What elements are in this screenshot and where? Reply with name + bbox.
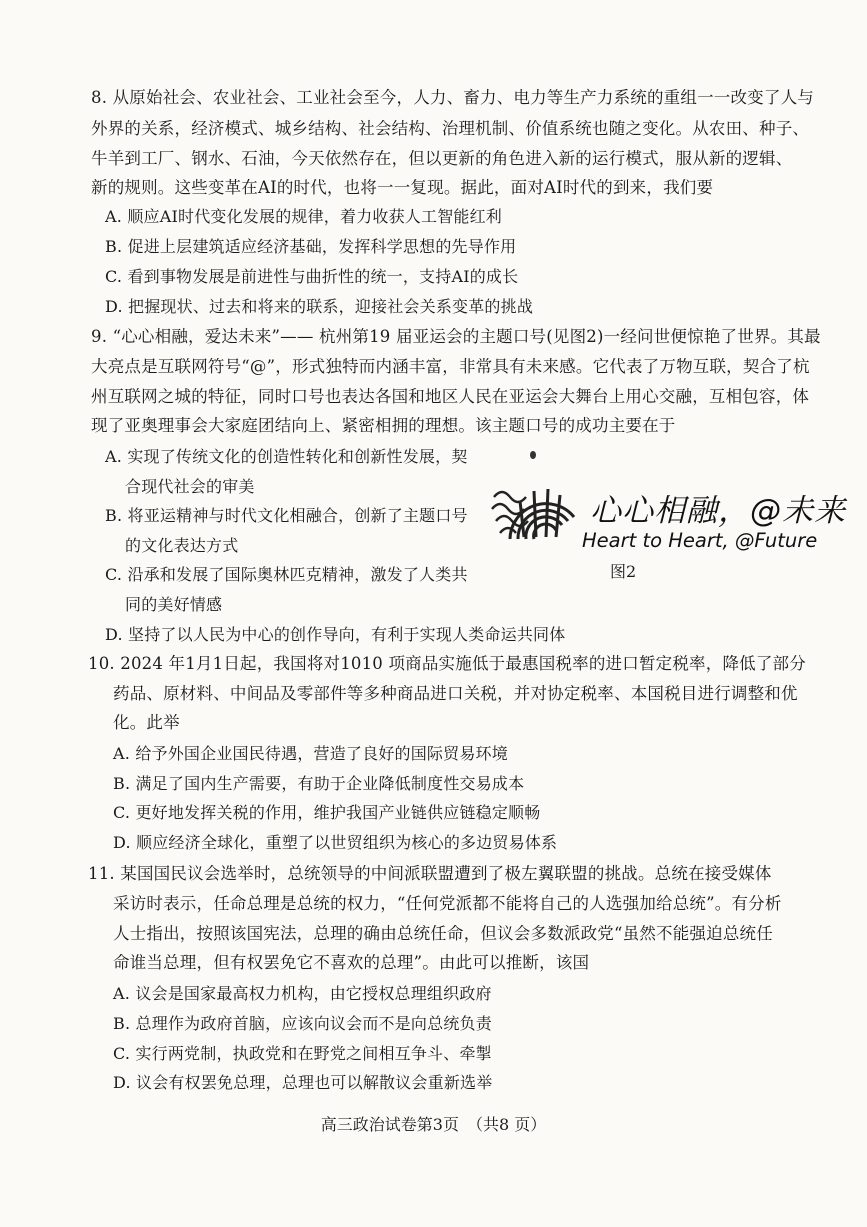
- print-mark: [530, 451, 536, 459]
- q9-option-c-cont: 同的美好情感: [125, 595, 223, 614]
- asian-games-emblem-icon: [490, 477, 580, 547]
- q8-stem-line-4: 新的规则。这些变革在AI的时代，也将一一复现。据此，面对AI时代的到来，我们要: [91, 178, 714, 197]
- q11-stem-line-1: 11. 某国国民议会选举时，总统领导的中间派联盟遭到了极左翼联盟的挑战。总统在接受媒体: [88, 864, 772, 883]
- q8-option-d[interactable]: D. 把握现状、过去和将来的联系，迎接社会关系变革的挑战: [105, 297, 534, 316]
- q9-option-b[interactable]: B. 将亚运精神与时代文化相融合，创新了主题口号: [105, 506, 468, 525]
- q8-stem-line-3: 牛羊到工厂、钢水、石油，今天依然存在，但以更新的角色进入新的运行模式，服从新的逻辑、: [91, 149, 793, 168]
- q8-stem-line-2: 外界的关系，经济模式、城乡结构、社会结构、治理机制、价值系统也随之变化。从农田、种子、: [91, 119, 810, 138]
- q11-option-d[interactable]: D. 议会有权罢免总理，总理也可以解散议会重新选举: [113, 1073, 493, 1092]
- q10-option-c[interactable]: C. 更好地发挥关税的作用，维护我国产业链供应链稳定顺畅: [113, 803, 541, 822]
- q8-stem-line-1: 8. 从原始社会、农业社会、工业社会至今，人力、畜力、电力等生产力系统的重组一一改变了人与: [91, 88, 814, 107]
- page-footer: 高三政治试卷第3页 （共8 页）: [320, 1115, 547, 1134]
- q10-option-d[interactable]: D. 顺应经济全球化，重塑了以世贸组织为核心的多边贸易体系: [113, 833, 558, 852]
- q9-option-b-cont: 的文化表达方式: [125, 536, 239, 555]
- q9-option-d[interactable]: D. 坚持了以人民为中心的创作导向，有利于实现人类命运共同体: [105, 625, 566, 644]
- q10-stem-line-3: 化。此举: [113, 713, 180, 732]
- q11-option-c[interactable]: C. 实行两党制，执政党和在野党之间相互争斗、牵掣: [113, 1044, 492, 1063]
- q9-stem-line-4: 现了亚奥理事会大家庭团结向上、紧密相拥的理想。该主题口号的成功主要在于: [91, 416, 676, 435]
- q10-option-b[interactable]: B. 满足了国内生产需要，有助于企业降低制度性交易成本: [113, 774, 525, 793]
- q11-option-a[interactable]: A. 议会是国家最高权力机构，由它授权总理组织政府: [113, 984, 492, 1003]
- q8-option-c[interactable]: C. 看到事物发展是前进性与曲折性的统一，支持AI的成长: [105, 267, 519, 286]
- q10-stem-line-1: 10. 2024 年1月1日起，我国将对1010 项商品实施低于最惠国税率的进口暂定税率，降低了部分: [88, 654, 806, 673]
- q11-stem-line-4: 命谁当总理，但有权罢免它不喜欢的总理”。由此可以推断，该国: [113, 953, 590, 972]
- q8-option-a[interactable]: A. 顺应AI时代变化发展的规律，着力收获人工智能红利: [105, 207, 503, 226]
- slogan-chinese: 心心相融，@未来: [590, 493, 846, 529]
- q11-stem-line-3: 人士指出，按照该国宪法，总理的确由总统任命，但议会多数派政党“虽然不能强迫总统任: [113, 924, 773, 943]
- q9-stem-line-3: 州互联网之城的特征，同时口号也表达各国和地区人民在亚运会大舞台上用心交融，互相包容，体: [91, 387, 810, 406]
- figure-2: [490, 447, 846, 587]
- q9-stem-line-2: 大亮点是互联网符号“@”，形式独特而内涵丰富，非常具有未来感。它代表了万物互联，契合了杭: [91, 357, 810, 376]
- q8-option-b[interactable]: B. 促进上层建筑适应经济基础，发挥科学思想的先导作用: [105, 237, 517, 256]
- q10-option-a[interactable]: A. 给予外国企业国民待遇，营造了良好的国际贸易环境: [113, 744, 508, 763]
- q9-option-a[interactable]: A. 实现了传统文化的创造性转化和创新性发展，契: [105, 447, 468, 466]
- slogan-english: Heart to Heart, @Future: [582, 529, 818, 552]
- q9-option-c[interactable]: C. 沿承和发展了国际奥林匹克精神，激发了人类共: [105, 565, 468, 584]
- q9-stem-line-1: 9. “心心相融，爱达未来”—— 杭州第19 届亚运会的主题口号(见图2)一经问世便惊艳了世界。其最: [91, 327, 821, 346]
- q9-option-a-cont: 合现代社会的审美: [125, 477, 255, 496]
- figure-caption: 图2: [610, 562, 637, 581]
- q11-option-b[interactable]: B. 总理作为政府首脑，应该向议会而不是向总统负责: [113, 1014, 492, 1033]
- q10-stem-line-2: 药品、原材料、中间品及零部件等多种商品进口关税，并对协定税率、本国税目进行调整和优: [113, 684, 798, 703]
- q11-stem-line-2: 采访时表示，任命总理是总统的权力，“任何党派都不能将自己的人选强加给总统”。有分析: [113, 894, 782, 913]
